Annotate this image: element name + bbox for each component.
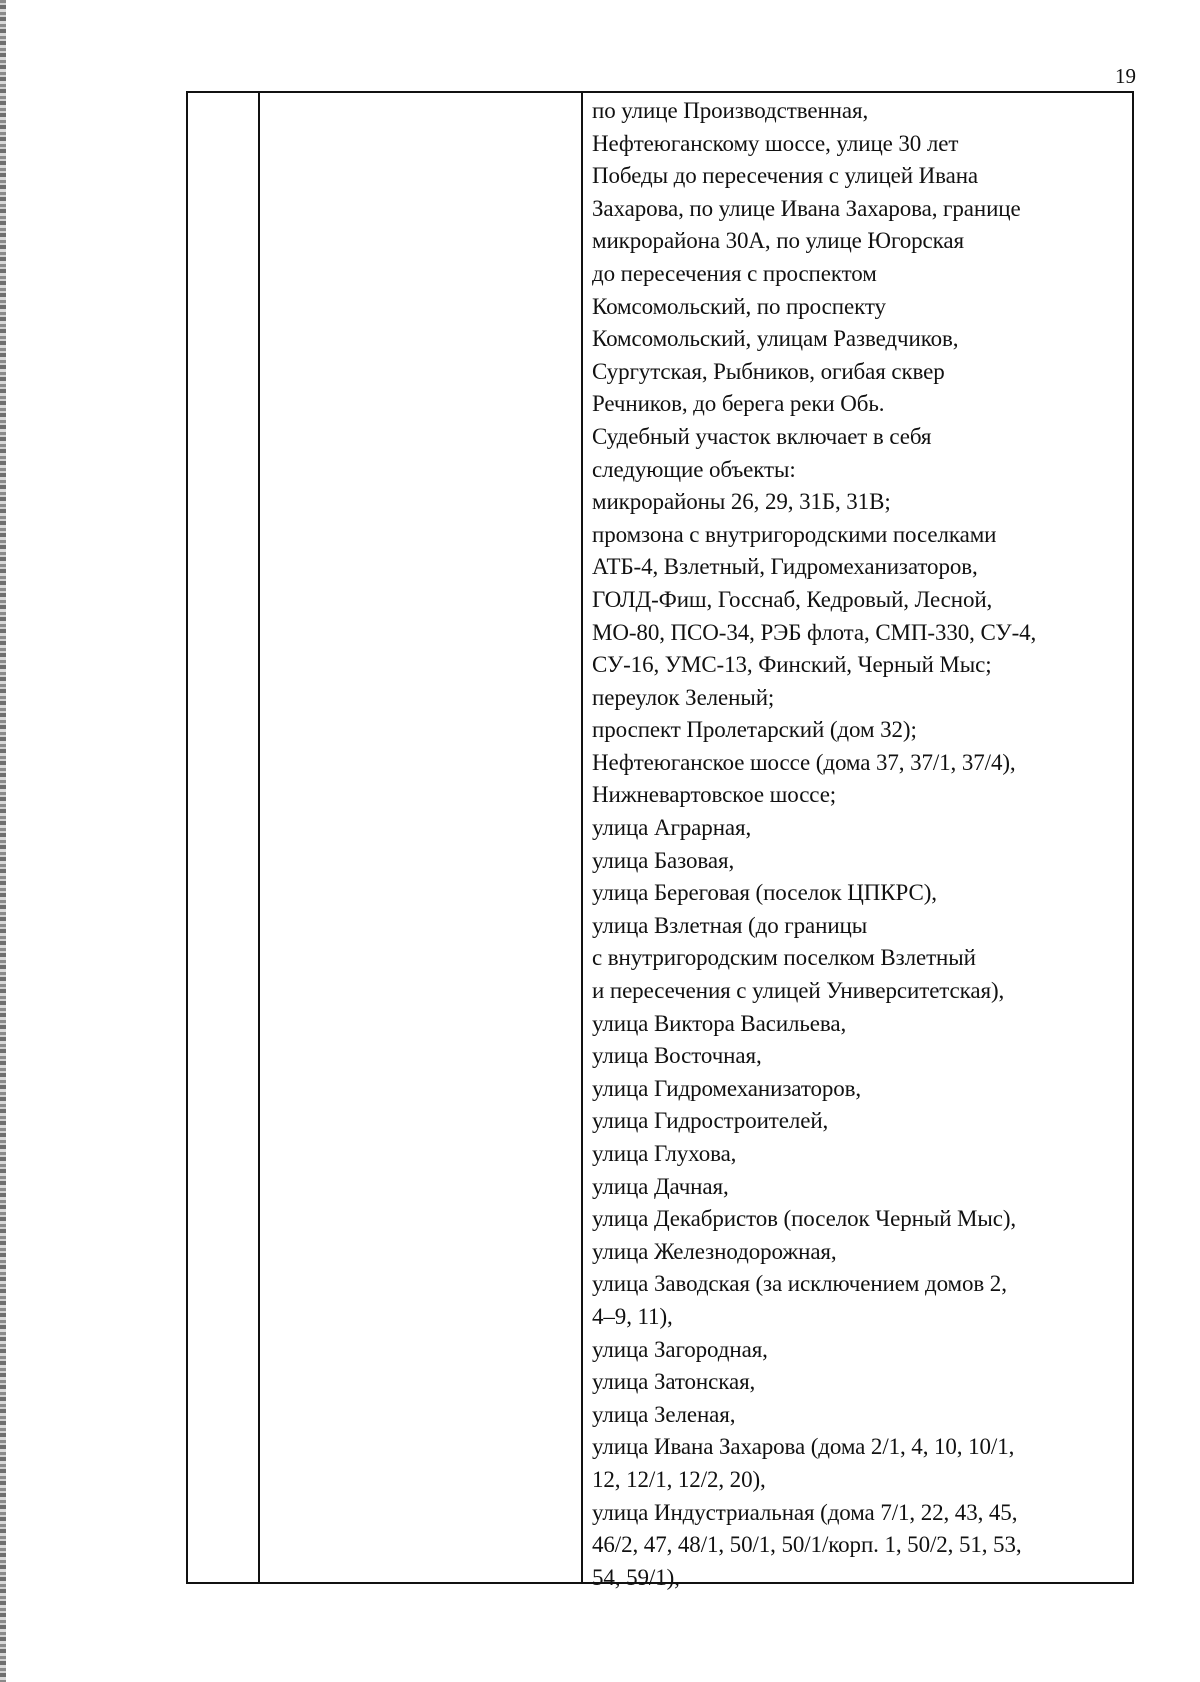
text-line: проспект Пролетарский (дом 32);	[592, 717, 917, 743]
text-line: по улице Производственная,	[592, 98, 869, 123]
page-number: 19	[1115, 64, 1136, 88]
text-line: переулок Зеленый;	[592, 684, 775, 710]
text-line: Нижневартовское шоссе;	[592, 782, 837, 808]
text-line: улица Заводская (за исключением домов 2,	[592, 1271, 1007, 1297]
text-line: АТБ-4, Взлетный, Гидромеханизаторов,	[592, 554, 978, 580]
text-line: улица Восточная,	[592, 1043, 762, 1069]
text-line: МО-80, ПСО-34, РЭБ флота, СМП-330, СУ-4,	[592, 619, 1037, 645]
table-column-divider-2	[581, 93, 583, 1582]
text-line: следующие объекты:	[592, 456, 796, 482]
text-line: микрорайоны 26, 29, 31Б, 31В;	[592, 489, 891, 515]
text-line: улица Виктора Васильева,	[592, 1010, 847, 1036]
text-line: СУ-16, УМС-13, Финский, Черный Мыс;	[592, 652, 992, 678]
text-line: с внутригородским поселком Взлетный	[592, 945, 976, 971]
text-line: Победы до пересечения с улицей Ивана	[592, 163, 979, 189]
text-line: Комсомольский, улицам Разведчиков,	[592, 326, 959, 352]
text-line: до пересечения с проспектом	[592, 260, 877, 286]
text-line: 54, 59/1),	[592, 1564, 680, 1590]
text-line: ГОЛД-Фиш, Госснаб, Кедровый, Лесной,	[592, 586, 993, 612]
text-line: улица Декабристов (поселок Черный Мыс),	[592, 1206, 1017, 1232]
text-line: 4–9, 11),	[592, 1303, 673, 1329]
text-line: улица Индустриальная (дома 7/1, 22, 43, 45,	[592, 1499, 1018, 1525]
text-line: 46/2, 47, 48/1, 50/1, 50/1/корп. 1, 50/2, 51, 53,	[592, 1532, 1022, 1558]
scan-edge-artifact	[0, 0, 6, 1682]
text-line: улица Железнодорожная,	[592, 1238, 837, 1264]
text-line: Нефтеюганскому шоссе, улице 30 лет	[592, 130, 959, 156]
text-line: Комсомольский, по проспекту	[592, 293, 886, 319]
text-line: улица Гидростроителей,	[592, 1108, 829, 1134]
text-line: промзона с внутригородскими поселками	[592, 521, 997, 547]
text-line: Судебный участок включает в себя	[592, 423, 932, 449]
text-line: Захарова, по улице Ивана Захарова, границе	[592, 195, 1021, 221]
text-line: улица Зеленая,	[592, 1401, 736, 1427]
text-line: улица Глухова,	[592, 1141, 737, 1166]
text-line: Нефтеюганское шоссе (дома 37, 37/1, 37/4),	[592, 749, 1016, 775]
text-line: и пересечения с улицей Университетская),	[592, 978, 1005, 1004]
text-line: улица Ивана Захарова (дома 2/1, 4, 10, 10/1,	[592, 1434, 1015, 1460]
text-line: улица Взлетная (до границы	[592, 912, 868, 938]
document-table	[186, 91, 1134, 1590]
text-line: улица Береговая (поселок ЦПКРС),	[592, 880, 937, 906]
text-line: улица Дачная,	[592, 1173, 729, 1199]
text-line: улица Базовая,	[592, 847, 735, 873]
text-line: улица Загородная,	[592, 1336, 768, 1362]
table-text-cell	[592, 95, 1132, 1594]
text-line: улица Гидромеханизаторов,	[592, 1075, 862, 1101]
text-line: улица Затонская,	[592, 1369, 756, 1395]
text-line: микрорайона 30А, по улице Югорская	[592, 228, 964, 254]
table-column-divider-1	[258, 93, 260, 1582]
text-line: 12, 12/1, 12/2, 20),	[592, 1466, 766, 1492]
text-line: Сургутская, Рыбников, огибая сквер	[592, 358, 945, 384]
text-line: Речников, до берега реки Обь.	[592, 391, 885, 417]
text-line: улица Аграрная,	[592, 815, 752, 841]
